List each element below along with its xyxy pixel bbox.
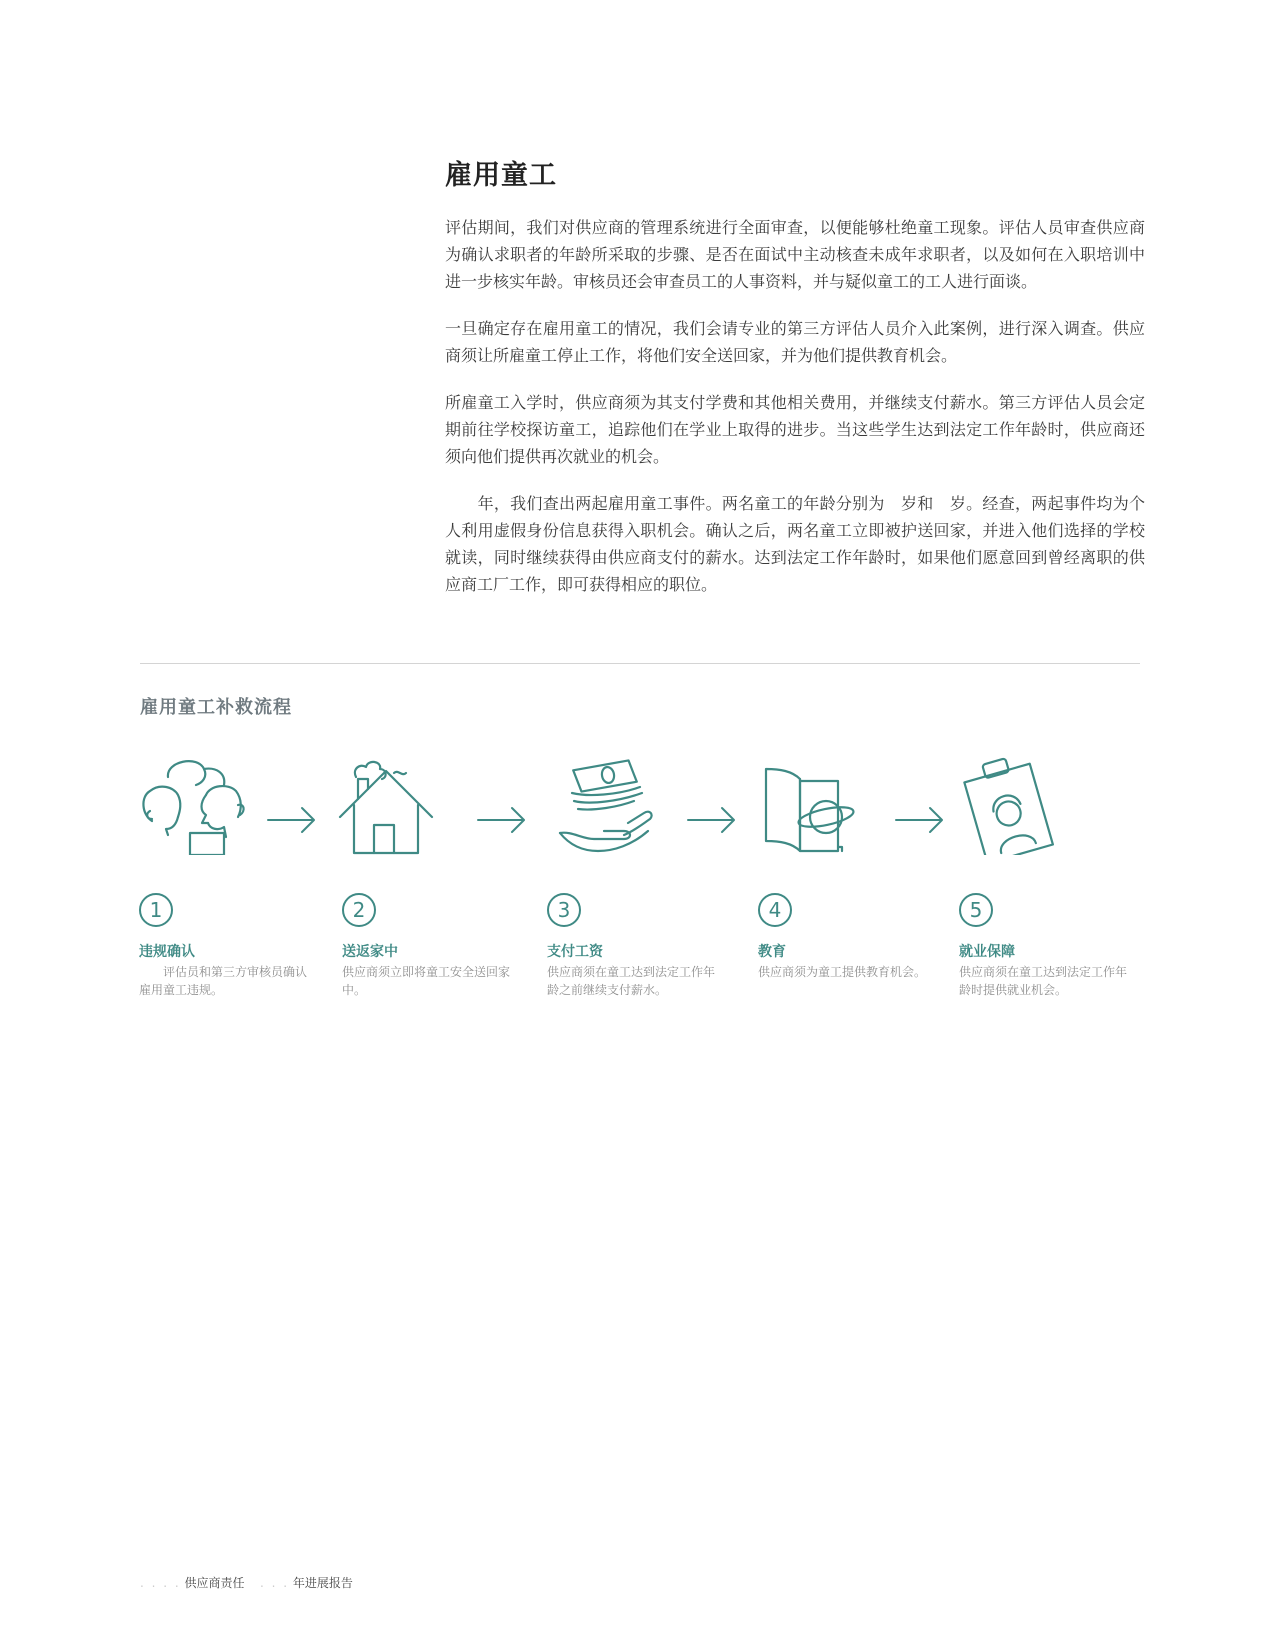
process-step-5 bbox=[959, 893, 1134, 999]
arrow-right-icon bbox=[686, 805, 738, 835]
arrow-right-icon bbox=[266, 805, 318, 835]
article bbox=[445, 158, 1145, 618]
process-title: 雇用童工补救流程 bbox=[140, 697, 292, 718]
paragraph-3: 所雇童工入学时，供应商须为其支付学费和其他相关费用，并继续支付薪水。第三方评估人员会定期前往学校探访童工，追踪他们在学业上取得的进步。当这些学生达到法定工作年龄时，供应商还须向他们提供再次就业的机会。 bbox=[445, 393, 1145, 466]
step-number: 4 bbox=[758, 893, 792, 927]
footer-label-b: 年进展报告 bbox=[292, 1576, 353, 1590]
process-step-4 bbox=[758, 893, 933, 981]
step-title: 违规确认 bbox=[139, 944, 195, 960]
page-footer bbox=[140, 1574, 353, 1591]
arrow-right-icon bbox=[476, 805, 528, 835]
book-globe-icon bbox=[758, 755, 858, 855]
step-number: 1 bbox=[139, 893, 173, 927]
id-badge-icon bbox=[956, 755, 1056, 855]
footer-placeholder: . . . bbox=[248, 1576, 290, 1590]
footer-placeholder: . . . . bbox=[140, 1576, 181, 1590]
step-description: 供应商须为童工提供教育机会。 bbox=[758, 965, 927, 979]
step-description: 供应商须在童工达到法定工作年龄之前继续支付薪水。 bbox=[547, 965, 716, 997]
step-title: 支付工资 bbox=[547, 944, 603, 960]
process-step-1 bbox=[139, 893, 314, 999]
step-number: 3 bbox=[547, 893, 581, 927]
paragraph-2: 一旦确定存在雇用童工的情况，我们会请专业的第三方评估人员介入此案例，进行深入调查。供应商须让所雇童工停止工作，将他们安全送回家，并为他们提供教育机会。 bbox=[445, 319, 1145, 365]
process-step-3 bbox=[547, 893, 722, 999]
step-number: 2 bbox=[342, 893, 376, 927]
step-title: 教育 bbox=[758, 944, 786, 960]
step-description: 评估员和第三方审核员确认雇用童工违规。 bbox=[139, 965, 308, 997]
step-description: 供应商须立即将童工安全送回家中。 bbox=[342, 965, 511, 997]
house-icon bbox=[336, 755, 442, 855]
section-divider bbox=[140, 663, 1140, 664]
step-title: 就业保障 bbox=[959, 944, 1015, 960]
arrow-right-icon bbox=[894, 805, 946, 835]
step-number: 5 bbox=[959, 893, 993, 927]
money-hand-icon bbox=[558, 755, 658, 855]
footer-label-a: 供应商责任 bbox=[184, 1576, 245, 1590]
paragraph-1: 评估期间，我们对供应商的管理系统进行全面审查，以便能够杜绝童工现象。评估人员审查供应商为确认求职者的年龄所采取的步骤、是否在面试中主动核查未成年求职者，以及如何在入职培训中进一步核实年龄。审核员还会审查员工的人事资料，并与疑似童工的工人进行面谈。 bbox=[445, 218, 1145, 291]
step-description: 供应商须在童工达到法定工作年龄时提供就业机会。 bbox=[959, 965, 1128, 997]
process-step-2 bbox=[342, 893, 517, 999]
paragraph-4: 年，我们查出两起雇用童工事件。两名童工的年龄分别为 岁和 岁。经查，两起事件均为个人利用虚假身份信息获得入职机会。确认之后，两名童工立即被护送回家，并进入他们选择的学校就读，同时继续获得由供应商支付的薪水。达到法定工作年龄时，如果他们愿意回到曾经离职的供应商工厂工作，即可获得相应的职位。 bbox=[445, 494, 1145, 594]
conversation-icon bbox=[138, 755, 254, 855]
step-title: 送返家中 bbox=[342, 944, 398, 960]
article-title: 雇用童工 bbox=[445, 160, 557, 191]
